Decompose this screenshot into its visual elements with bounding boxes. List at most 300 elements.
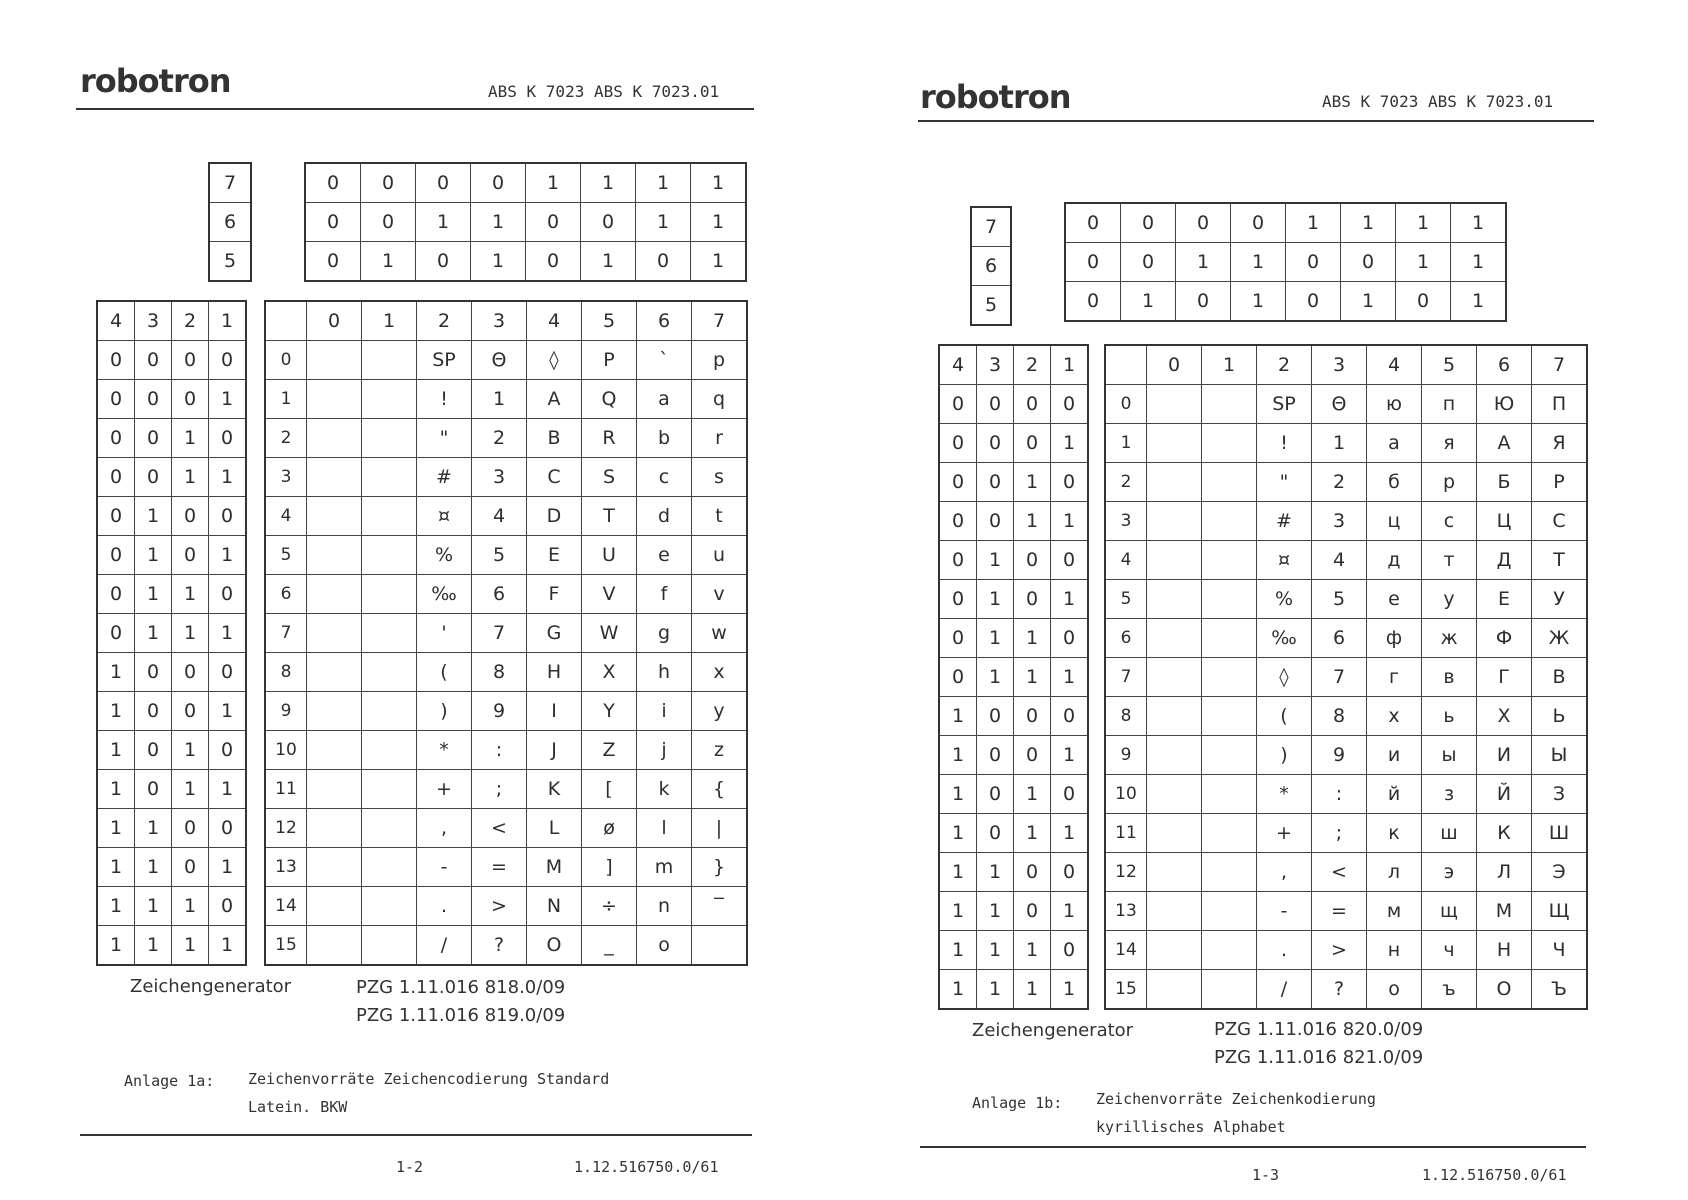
table-row [265,536,747,575]
character-cell [1202,580,1257,619]
character-cell [362,497,417,536]
table-row [1105,541,1587,580]
column-bit-cell: 0 [1286,282,1341,322]
row-label: 12 [1105,853,1147,892]
character-cell: j [637,731,692,770]
row-bit-cell: 0 [97,614,135,653]
character-cell [362,614,417,653]
generator-label: Zeichengenerator [130,976,292,997]
row-bit-cell: 0 [1051,385,1089,424]
column-header: 6 [637,301,692,341]
column-bit-cell: 0 [305,203,361,242]
row-bit-cell: 1 [939,736,977,775]
character-cell: t [692,497,748,536]
row-bit-cell: 0 [172,653,209,692]
character-cell: Q [582,380,637,419]
character-cell [1147,775,1202,814]
row-bit-cell: 1 [1051,814,1089,853]
row-label: 2 [265,419,307,458]
row-bit-cell: 0 [1014,541,1051,580]
character-cell: р [1422,463,1477,502]
character-cell: u [692,536,748,575]
character-cell: Э [1532,853,1588,892]
row-bit-cell: 0 [135,653,172,692]
character-cell: : [1312,775,1367,814]
row-bit-cell: 1 [1014,775,1051,814]
table-row [265,848,747,887]
character-cell [307,692,362,731]
character-cell: p [692,341,748,380]
bits-765-table [208,162,252,282]
column-bit-cell: 0 [1176,203,1231,243]
row-label: 9 [265,692,307,731]
character-cell [1202,736,1257,775]
table-row [1105,931,1587,970]
column-header: 7 [1532,345,1588,385]
character-cell [362,770,417,809]
character-cell: x [692,653,748,692]
row-bit-cell: 0 [97,380,135,419]
row-bit-cell: 1 [939,775,977,814]
row-label: 14 [1105,931,1147,970]
row-bit-cell: 1 [135,614,172,653]
robotron-logo: robotron [80,62,231,100]
table-row [265,809,747,848]
column-bit-cell: 1 [1231,243,1286,282]
column-header: 2 [1257,345,1312,385]
bits-765-table [970,206,1012,326]
character-cell: . [417,887,472,926]
character-cell [1147,970,1202,1010]
character-cell: < [472,809,527,848]
table-row [1105,658,1587,697]
character-cell [307,887,362,926]
character-cell [1202,775,1257,814]
column-bit-cell: 0 [1176,282,1231,322]
table-row [265,575,747,614]
row-bit-cell: 1 [209,536,247,575]
character-cell: д [1367,541,1422,580]
character-cell: ? [472,926,527,966]
annex-text-1: Zeichenvorräte Zeichencodierung Standard [248,1070,610,1088]
character-cell: * [417,731,472,770]
row-bit-cell: 1 [1051,736,1089,775]
character-cell: R [582,419,637,458]
character-cell [307,731,362,770]
character-cell: л [1367,853,1422,892]
character-cell: Z [582,731,637,770]
row-bit-cell: 0 [172,536,209,575]
row-bit-header: 2 [172,301,209,341]
row-bit-cell: 1 [209,692,247,731]
character-cell: ¤ [1257,541,1312,580]
character-cell: { [692,770,748,809]
row-label: 13 [265,848,307,887]
row-label: 14 [265,887,307,926]
character-cell: 6 [472,575,527,614]
character-cell: y [692,692,748,731]
character-cell [362,575,417,614]
row-bit-cell: 1 [977,892,1014,931]
row-bit-cell: 0 [135,770,172,809]
column-bit-cell: 1 [1451,282,1507,322]
row-bit-cell: 1 [97,692,135,731]
character-cell: Я [1532,424,1588,463]
character-cell: ! [1257,424,1312,463]
row-bit-cell: 1 [97,848,135,887]
character-cell: Ю [1477,385,1532,424]
character-cell: g [637,614,692,653]
column-bit-cell: 0 [361,163,416,203]
row-label: 6 [1105,619,1147,658]
character-cell: 5 [1312,580,1367,619]
character-cell: ◊ [1257,658,1312,697]
character-cell: Д [1477,541,1532,580]
character-cell: ) [417,692,472,731]
table-row [265,926,747,966]
row-bit-cell: 1 [135,536,172,575]
character-cell [1202,463,1257,502]
column-bit-cell: 1 [1121,282,1176,322]
row-bit-cell: 1 [209,614,247,653]
table-row [1105,853,1587,892]
character-cell [362,848,417,887]
row-bit-cell: 1 [172,575,209,614]
character-cell: < [1312,853,1367,892]
character-cell: SP [417,341,472,380]
column-header: 3 [472,301,527,341]
column-bit-cell: 1 [471,203,526,242]
character-cell: E [527,536,582,575]
table-row [265,341,747,380]
character-cell: в [1422,658,1477,697]
character-cell: з [1422,775,1477,814]
row-bit-cell: 0 [209,419,247,458]
character-cell: T [582,497,637,536]
character-cell [307,653,362,692]
row-bit-cell: 1 [97,770,135,809]
row-bit-cell: 1 [135,575,172,614]
character-cell: к [1367,814,1422,853]
character-cell [362,809,417,848]
row-label: 11 [265,770,307,809]
character-cell [362,380,417,419]
character-cell: ю [1367,385,1422,424]
character-cell [1202,697,1257,736]
character-cell: % [1257,580,1312,619]
row-bit-cell: 1 [209,458,247,497]
character-cell: W [582,614,637,653]
row-bit-cell: 0 [977,736,1014,775]
table-row [1105,580,1587,619]
row-bit-cell: 1 [1014,931,1051,970]
row-bit-cell: 1 [97,926,135,966]
column-bit-cell: 0 [1286,243,1341,282]
row-bit-cell: 1 [1014,970,1051,1010]
column-bit-cell: 0 [361,203,416,242]
table-row [1105,385,1587,424]
character-cell [1147,814,1202,853]
column-bit-cell: 1 [636,163,691,203]
character-cell: а [1367,424,1422,463]
character-cell: C [527,458,582,497]
column-bit-cell: 1 [1396,243,1451,282]
pzg-line: PZG 1.11.016 820.0/09 [1214,1019,1424,1040]
character-cell: s [692,458,748,497]
row-bit-cell: 1 [135,497,172,536]
column-bit-cell: 1 [416,203,471,242]
row-bit-cell: 0 [1014,892,1051,931]
character-cell [307,497,362,536]
character-cell: Θ [1312,385,1367,424]
row-bits-table [96,300,247,966]
row-bit-cell: 1 [172,887,209,926]
character-cell: ◊ [527,341,582,380]
column-bit-cell: 0 [1341,243,1396,282]
table-row [1105,697,1587,736]
row-bit-cell: 0 [97,341,135,380]
character-cell: SP [1257,385,1312,424]
row-bit-cell: 1 [977,931,1014,970]
character-cell: ) [1257,736,1312,775]
row-bit-cell: 0 [172,341,209,380]
table-row [1105,502,1587,541]
character-cell [1147,541,1202,580]
character-cell: 2 [472,419,527,458]
character-cell: Y [582,692,637,731]
row-bit-cell: 0 [135,731,172,770]
row-bit-cell: 0 [1014,697,1051,736]
character-cell [1147,736,1202,775]
table-row [265,380,747,419]
row-label: 13 [1105,892,1147,931]
row-bit-cell: 1 [172,419,209,458]
character-cell: c [637,458,692,497]
row-bit-cell: 1 [135,887,172,926]
row-bit-cell: 1 [1014,502,1051,541]
row-bit-cell: 1 [209,770,247,809]
character-cell [307,536,362,575]
column-bit-cell: 1 [526,163,581,203]
character-cell [1202,541,1257,580]
row-label: 8 [1105,697,1147,736]
row-label: 0 [1105,385,1147,424]
character-cell: П [1532,385,1588,424]
row-bit-cell: 0 [1014,853,1051,892]
character-cell [307,848,362,887]
character-cell: P [582,341,637,380]
character-cell: б [1367,463,1422,502]
row-bit-cell: 0 [97,575,135,614]
character-cell [1147,580,1202,619]
character-cell: И [1477,736,1532,775]
column-bit-cell: 0 [636,242,691,282]
character-cell: 4 [1312,541,1367,580]
row-bit-cell: 1 [1051,970,1089,1010]
character-cell: 4 [472,497,527,536]
row-bit-cell: 0 [135,419,172,458]
row-bit-header: 1 [1051,345,1089,385]
row-bit-cell: 1 [97,731,135,770]
row-bit-cell: 0 [97,458,135,497]
character-cell: х [1367,697,1422,736]
character-cell [1147,463,1202,502]
character-cell: 2 [1312,463,1367,502]
character-cell: у [1422,580,1477,619]
character-cell: Θ [472,341,527,380]
character-cell [1202,658,1257,697]
row-bit-cell: 1 [1014,463,1051,502]
character-cell: 6 [1312,619,1367,658]
character-cell: A [527,380,582,419]
character-cell: г [1367,658,1422,697]
table-row [265,731,747,770]
character-cell: / [417,926,472,966]
character-cell: Ь [1532,697,1588,736]
row-bit-cell: 1 [977,619,1014,658]
character-cell: } [692,848,748,887]
row-bit-cell: 0 [209,341,247,380]
row-bit-cell: 0 [1014,424,1051,463]
character-cell [692,926,748,966]
column-header: 1 [362,301,417,341]
table-row [1105,775,1587,814]
character-cell: о [1367,970,1422,1010]
character-cell [1147,424,1202,463]
character-cell: U [582,536,637,575]
character-cell: f [637,575,692,614]
row-bit-cell: 1 [97,887,135,926]
column-bit-cell: 1 [636,203,691,242]
character-cell: ' [417,614,472,653]
annex-text-2: Latein. BKW [248,1098,348,1116]
character-cell: + [417,770,472,809]
character-cell: O [527,926,582,966]
column-bit-cell: 1 [691,203,747,242]
row-bit-cell: 0 [939,619,977,658]
column-bit-cell: 0 [305,242,361,282]
character-cell: ‰ [417,575,472,614]
character-cell: ц [1367,502,1422,541]
character-cell [362,536,417,575]
footer-rule [80,1134,752,1136]
character-cell: M [527,848,582,887]
column-bits-table [1064,202,1507,322]
character-cell: I [527,692,582,731]
row-bit-cell: 0 [939,541,977,580]
table-row [265,458,747,497]
row-bit-cell: 0 [1051,853,1089,892]
character-cell: h [637,653,692,692]
column-bit-cell: 1 [1176,243,1231,282]
character-cell [1202,853,1257,892]
column-bit-cell: 1 [1231,282,1286,322]
character-cell [1147,658,1202,697]
column-bits-table [304,162,747,282]
table-row [265,497,747,536]
row-bit-cell: 0 [977,697,1014,736]
character-cell: Ы [1532,736,1588,775]
character-cell: ъ [1422,970,1477,1010]
row-bit-cell: 1 [939,931,977,970]
table-row [1105,970,1587,1010]
character-cell: K [527,770,582,809]
character-cell: Ж [1532,619,1588,658]
character-cell: 7 [1312,658,1367,697]
character-cell [1147,502,1202,541]
row-bit-cell: 0 [1014,580,1051,619]
row-bit-header: 2 [1014,345,1051,385]
column-bit-cell: 1 [471,242,526,282]
table-row [265,419,747,458]
page-number: 1-2 [396,1158,424,1176]
table-row [1105,424,1587,463]
character-cell: . [1257,931,1312,970]
character-cell [1202,385,1257,424]
annex-text-2: kyrillisches Alphabet [1096,1118,1286,1136]
row-label: 9 [1105,736,1147,775]
character-cell: п [1422,385,1477,424]
corner-cell [265,301,307,341]
character-cell [1202,814,1257,853]
character-cell [307,341,362,380]
character-cell: i [637,692,692,731]
row-bit-cell: 0 [977,814,1014,853]
row-bit-cell: 0 [209,497,247,536]
column-header: 2 [417,301,472,341]
row-label: 8 [265,653,307,692]
character-cell: q [692,380,748,419]
character-cell [1147,697,1202,736]
character-cell: К [1477,814,1532,853]
character-cell [1147,853,1202,892]
row-bit-cell: 1 [135,848,172,887]
character-cell: З [1532,775,1588,814]
character-cell: С [1532,502,1588,541]
row-bit-cell: 0 [172,848,209,887]
character-cell: ( [417,653,472,692]
row-bit-cell: 1 [97,809,135,848]
row-label: 2 [1105,463,1147,502]
character-cell: э [1422,853,1477,892]
character-cell: е [1367,580,1422,619]
row-bits-table [938,344,1089,1010]
character-cell: J [527,731,582,770]
row-bit-cell: 0 [1051,463,1089,502]
row-bit-cell: 0 [939,502,977,541]
character-cell [307,809,362,848]
row-bit-cell: 0 [977,463,1014,502]
row-bit-cell: 1 [977,970,1014,1010]
character-cell: - [1257,892,1312,931]
character-cell: Ф [1477,619,1532,658]
character-cell: 8 [1312,697,1367,736]
character-table [264,300,748,966]
character-cell [307,770,362,809]
character-cell: B [527,419,582,458]
row-bit-header: 4 [939,345,977,385]
character-cell: Г [1477,658,1532,697]
character-cell: ; [1312,814,1367,853]
column-header: 4 [1367,345,1422,385]
character-cell: > [472,887,527,926]
character-cell: Ц [1477,502,1532,541]
row-bit-cell: 1 [1051,502,1089,541]
character-cell: : [472,731,527,770]
row-bit-cell: 1 [172,614,209,653]
character-cell: # [417,458,472,497]
character-cell: F [527,575,582,614]
